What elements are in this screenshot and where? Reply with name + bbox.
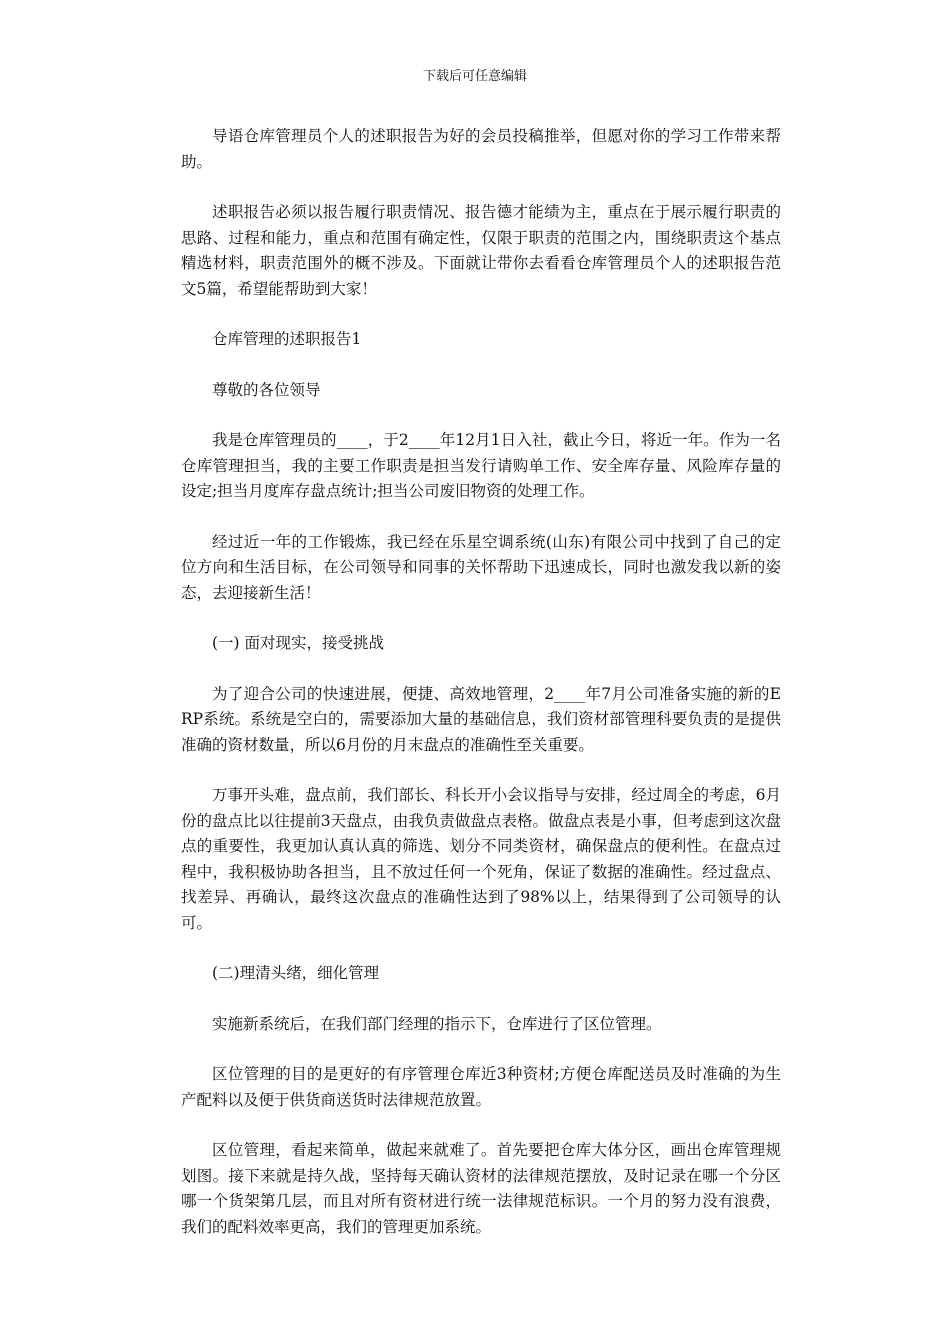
salutation: 尊敬的各位领导 bbox=[212, 380, 321, 399]
body-paragraph: 区位管理，看起来简单，做起来就难了。首先要把仓库大体分区，画出仓库管理规划图。接下来就是持久战，坚持每天确认资材的法律规范摆放，及时记录在哪一个分区哪一个货架第几层，而且对所有资材进行统一法律规范标识。一个月的努力没有浪费，我们的配料效率更高，我们的管理更加系统。 bbox=[181, 1141, 781, 1236]
intro-paragraph: 导语仓库管理员个人的述职报告为好的会员投稿推举，但愿对你的学习工作带来帮助。 bbox=[181, 127, 781, 171]
body-paragraph: 我是仓库管理员的____，于2____年12月1日入社，截止今日，将近一年。作为一名仓库管理担当，我的主要工作职责是担当发行请购单工作、安全库存量、风险库存量的设定;担当月度库存盘点统计;担当公司废旧物资的处理工作。 bbox=[181, 431, 781, 500]
body-paragraph: 万事开头难，盘点前，我们部长、科长开小会议指导与安排，经过周全的考虑，6月份的盘点比以往提前3天盘点，由我负责做盘点表格。做盘点表是小事，但考虑到这次盘点的重要性，我更加认真认真的筛选、划分不同类资材，确保盘点的便利性。在盘点过程中，我积极协助各担当，且不放过任何一个死角，保证了数据的准确性。经过盘点、找差异、再确认，最终这次盘点的准确性达到了98%以上，结果得到了公司领导的认可。 bbox=[181, 786, 781, 932]
summary-paragraph: 述职报告必须以报告履行职责情况、报告德才能绩为主，重点在于展示履行职责的思路、过程和能力，重点和范围有确定性，仅限于职责的范围之内，围绕职责这个基点精选材料，职责范围外的概不涉及。下面就让带你去看看仓库管理员个人的述职报告范文5篇，希望能帮助到大家！ bbox=[181, 203, 781, 298]
body-paragraph: 实施新系统后，在我们部门经理的指示下，仓库进行了区位管理。 bbox=[212, 1014, 662, 1033]
page-header: 下载后可任意编辑 bbox=[422, 69, 527, 84]
section-heading: (一) 面对现实，接受挑战 bbox=[212, 634, 385, 652]
body-paragraph: 经过近一年的工作锻炼，我已经在乐星空调系统(山东)有限公司中找到了自己的定位方向和生活目标，在公司领导和同事的关怀帮助下迅速成长，同时也激发我以新的姿态，去迎接新生活！ bbox=[181, 532, 781, 602]
body-paragraph: 为了迎合公司的快速进展，便捷、高效地管理，2____年7月公司准备实施的新的ERP系统。系统是空白的，需要添加大量的基础信息，我们资材部管理科要负责的是提供准确的资材数量，所以6月份的月末盘点的准确性至关重要。 bbox=[181, 684, 781, 754]
body-paragraph: 区位管理的目的是更好的有序管理仓库近3种资材;方便仓库配送员及时准确的为生产配料以及便于供货商送货时法律规范放置。 bbox=[181, 1065, 781, 1109]
document-body bbox=[181, 124, 781, 1240]
section-heading: (二)理清头绪，细化管理 bbox=[212, 964, 380, 982]
report-title: 仓库管理的述职报告1 bbox=[212, 330, 362, 348]
